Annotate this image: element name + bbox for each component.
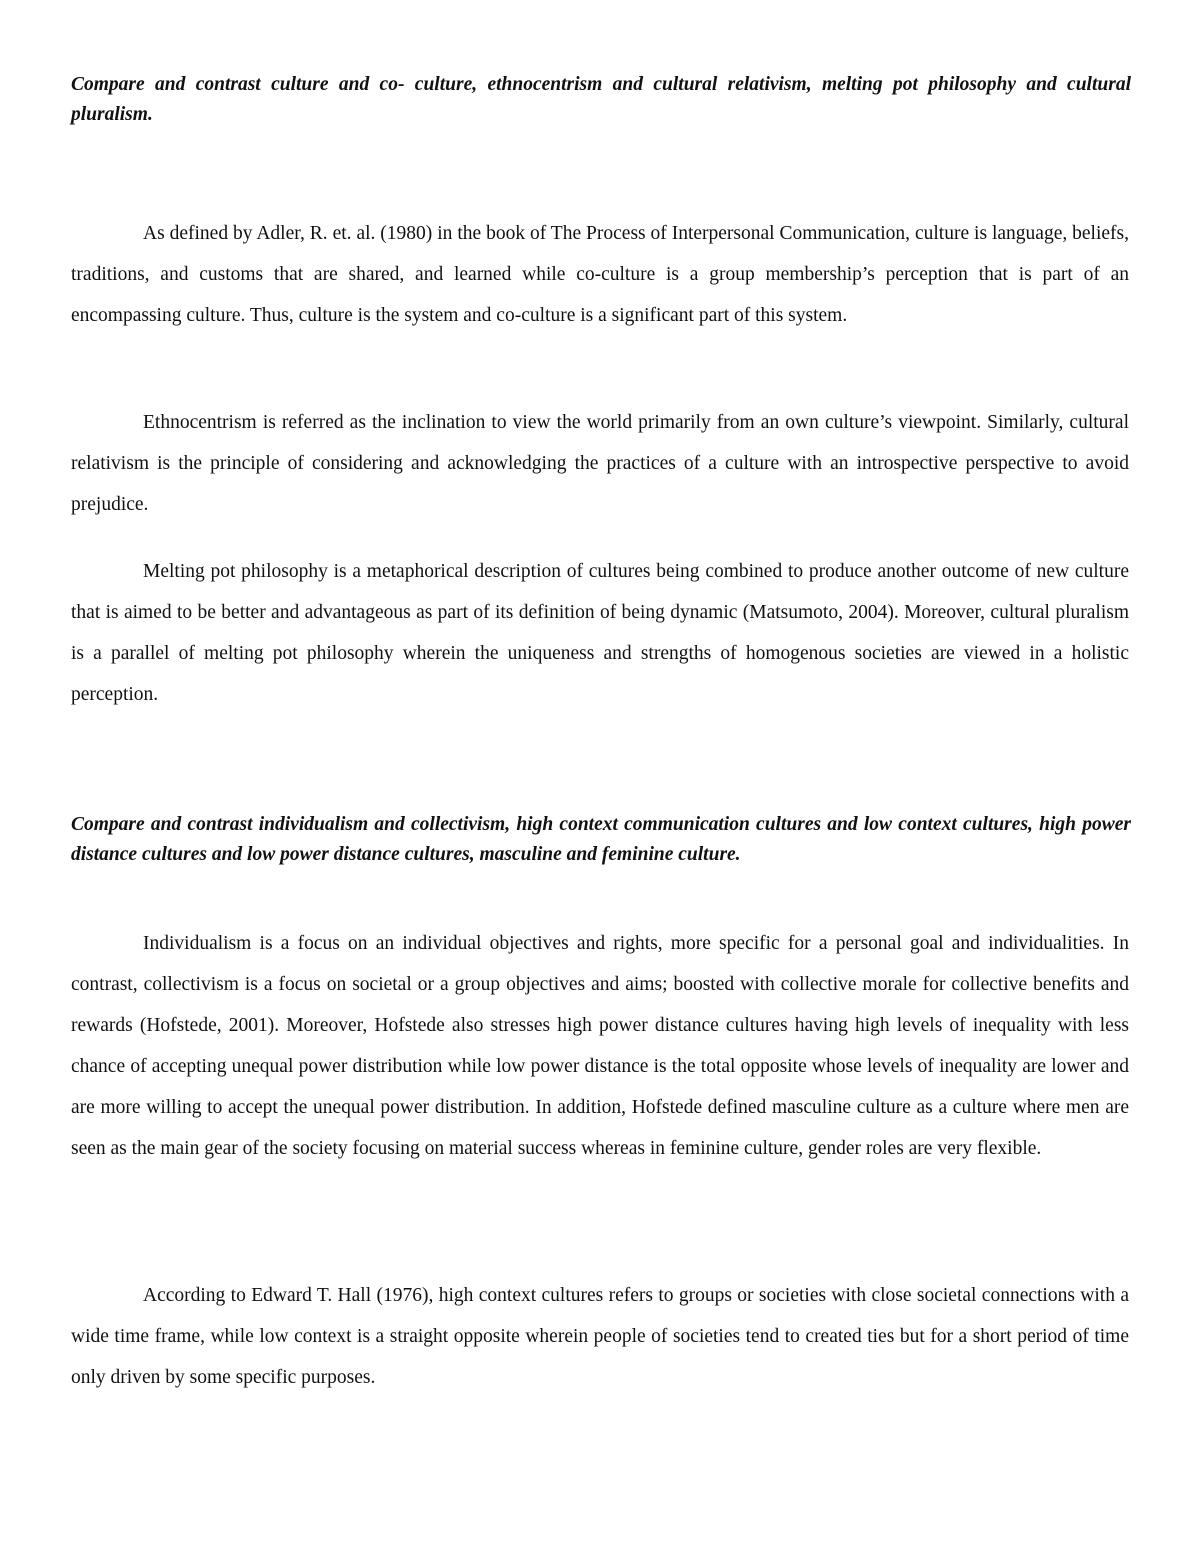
paragraph-high-context: According to Edward T. Hall (1976), high context cultures refers to groups or societies with close societal connections with a wide time frame, while low context is a straight opposite wherein people of societies tend to created ties but for a short period of time only driven by some specific purposes. [71, 1285, 1129, 1388]
question-heading-1: Compare and contrast culture and co- culture, ethnocentrism and cultural relativism, melting pot philosophy and cultural pluralism. [71, 74, 1131, 125]
paragraph-individualism: Individualism is a focus on an individual objectives and rights, more specific for a personal goal and individualities. In contrast, collectivism is a focus on societal or a group objectives and aims; boosted with collective morale for collective benefits and rewards (Hofstede, 2001). Moreover, Hofstede also stresses high power distance cultures having high levels of inequality with less chance of accepting unequal power distribution while low power distance is the total opposite whose levels of inequality are lower and are more willing to accept the unequal power distribution. In addition, Hofstede defined masculine culture as a culture where men are seen as the main gear of the society focusing on material success whereas in feminine culture, gender roles are very flexible. [71, 933, 1129, 1159]
paragraph-culture-co-culture: As defined by Adler, R. et. al. (1980) in the book of The Process of Interpersonal Communication, culture is language, beliefs, traditions, and customs that are shared, and learned while co-culture is a group membership’s perception that is part of an encompassing culture. Thus, culture is the system and co-culture is a significant part of this system. [71, 223, 1129, 326]
paragraph-ethnocentrism: Ethnocentrism is referred as the inclination to view the world primarily from an own culture’s viewpoint. Similarly, cultural relativism is the principle of considering and acknowledging the practices of a culture with an introspective perspective to avoid prejudice. [71, 412, 1129, 515]
paragraph-melting-pot: Melting pot philosophy is a metaphorical description of cultures being combined to produce another outcome of new culture that is aimed to be better and advantageous as part of its definition of being dynamic (Matsumoto, 2004). Moreover, cultural pluralism is a parallel of melting pot philosophy wherein the uniqueness and strengths of homogenous societies are viewed in a holistic perception. [71, 561, 1129, 705]
question-heading-2: Compare and contrast individualism and collectivism, high context communication cultures and low context cultures, high power distance cultures and low power distance cultures, masculine and feminine culture. [71, 814, 1131, 865]
